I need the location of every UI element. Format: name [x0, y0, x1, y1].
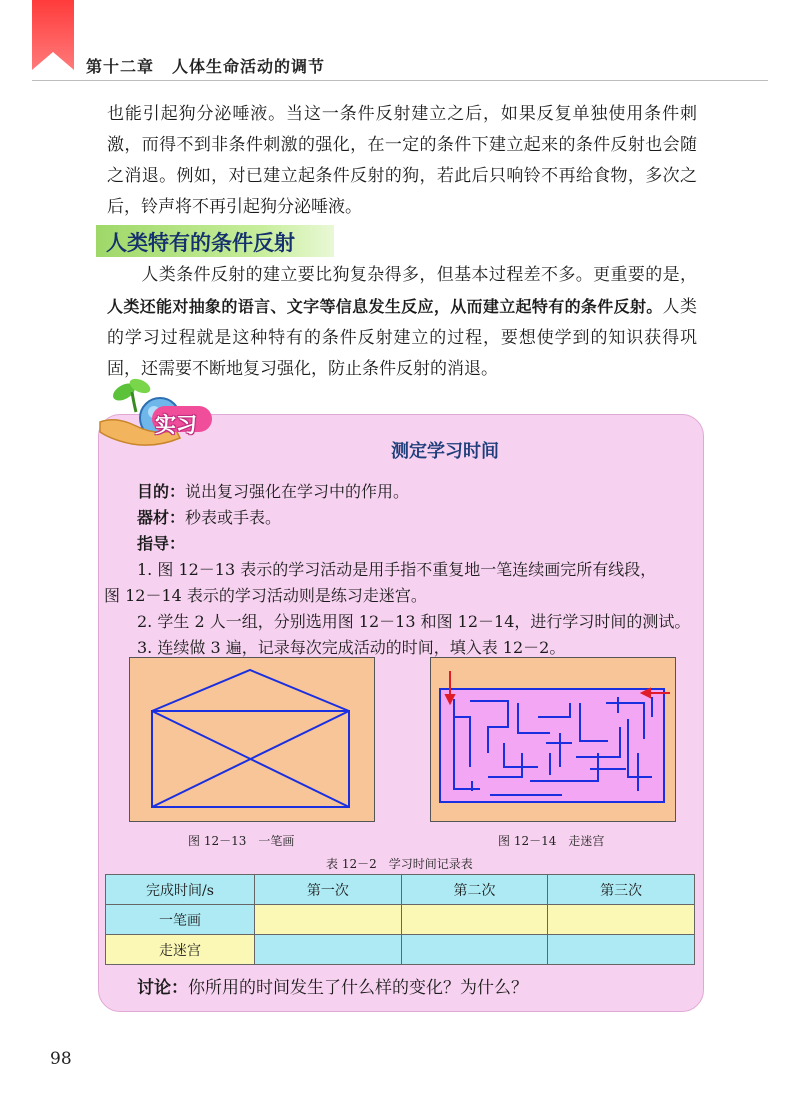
table-cell-empty[interactable]: [255, 935, 402, 965]
time-record-table: [105, 874, 695, 965]
guide-line: [137, 531, 185, 557]
table-cell-empty[interactable]: [401, 935, 548, 965]
table-header-cell: 第三次: [548, 875, 695, 905]
step3-line: 3. 连续做 3 遍，记录每次完成活动的时间，填入表 12－2。: [137, 638, 566, 657]
table-header-cell: 完成时间/s: [106, 875, 255, 905]
step1-line-a: 1. 图 12－13 表示的学习活动是用手指不重复地一笔连续画完所有线段，: [137, 560, 657, 579]
page-number: 98: [50, 1049, 72, 1069]
table-row: [106, 905, 695, 935]
materials-text: 秒表或手表。: [185, 508, 282, 527]
practice-title: 测定学习时间: [391, 441, 499, 462]
practice-badge: 实习: [155, 413, 197, 437]
figure-maze: [430, 657, 676, 822]
chapter-number: 第十二章: [86, 57, 155, 76]
table-cell-empty[interactable]: [401, 905, 548, 935]
materials-line: [137, 505, 281, 531]
purpose-line: [137, 479, 409, 505]
figure-14-caption: 图 12－14 走迷宫: [498, 834, 605, 848]
discussion-text: 你所用的时间发生了什么样的变化？为什么？: [188, 978, 528, 998]
text-normal: 人类条件反射的建立要比狗复杂得多，但基本过程差不多。更重要的是，: [141, 265, 697, 285]
figure-13-caption: 图 12－13 一笔画: [188, 834, 295, 848]
table-row-label: 一笔画: [106, 905, 255, 935]
table-row-label: 走迷宫: [106, 935, 255, 965]
header-divider: [32, 80, 768, 81]
discussion-label: 讨论：: [137, 978, 188, 998]
discussion-line: [137, 975, 528, 1001]
table-header-cell: 第一次: [255, 875, 402, 905]
table-caption: 表 12－2 学习时间记录表: [326, 857, 473, 871]
step2-line: 2. 学生 2 人一组，分别选用图 12－13 和图 12－14，进行学习时间的测试。: [137, 612, 691, 631]
paragraph-intro: 也能引起狗分泌唾液。当这一条件反射建立之后，如果反复单独使用条件刺激，而得不到非条件刺激的强化，在一定的条件下建立起来的条件反射也会随之消退。例如，对已建立起条件反射的狗，若此后只响铃不再给食物，多次之后，铃声将不再引起狗分泌唾液。: [107, 104, 697, 217]
purpose-label: 目的：: [137, 482, 186, 501]
table-cell-empty[interactable]: [255, 905, 402, 935]
bookmark-ribbon-icon: [32, 0, 74, 70]
table-row: [106, 935, 695, 965]
table-header-cell: 第二次: [401, 875, 548, 905]
materials-label: 器材：: [137, 508, 186, 527]
table-cell-empty[interactable]: [548, 935, 695, 965]
step1-line-b: 图 12－14 表示的学习活动则是练习走迷宫。: [104, 586, 427, 605]
purpose-text: 说出复习强化在学习中的作用。: [185, 482, 410, 501]
text-emphasis: 人类还能对抽象的语言、文字等信息发生反应，从而建立起特有的条件反射。: [107, 297, 663, 316]
table-cell-empty[interactable]: [548, 905, 695, 935]
paragraph-human-reflex: [107, 260, 697, 385]
guide-label: 指导：: [137, 534, 186, 553]
section-title: 人类特有的条件反射: [106, 231, 295, 255]
figure-one-stroke: [129, 657, 375, 822]
text-normal-2: 人类的学习过程就是这种特有的条件反射建立的过程，要想使学到的知识获得巩固，还需要不断地复习强化，防止条件反射的消退。: [107, 297, 697, 379]
table-header-row: [106, 875, 695, 905]
chapter-title: 人体生命活动的调节: [172, 57, 326, 76]
chapter-heading: [86, 54, 325, 77]
